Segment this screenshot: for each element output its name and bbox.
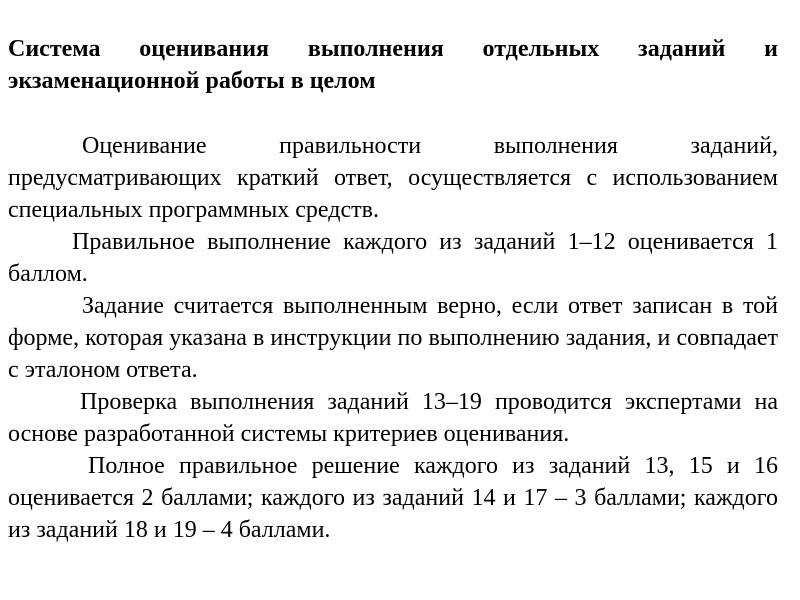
paragraph-short-answer-evaluation: Оценивание правильности выполнения заданий, предусматривающих краткий ответ, осуществляется с использованием специальных программных средств.	[8, 133, 778, 223]
paragraph-detailed-scores: Полное правильное решение каждого из заданий 13, 15 и 16 оценивается 2 баллами; каждого из заданий 14 и 17 – 3 баллами; каждого из заданий 18 и 19 – 4 баллами.	[8, 453, 778, 543]
document-page	[8, 33, 778, 546]
document-heading: Система оценивания выполнения отдельных заданий и экзаменационной работы в целом	[8, 36, 778, 94]
heading-spacer	[8, 97, 778, 130]
paragraph-tasks-1-12-score: Правильное выполнение каждого из заданий 1–12 оценивается 1 баллом.	[8, 229, 778, 287]
paragraph-expert-check: Проверка выполнения заданий 13–19 проводится экспертами на основе разработанной системы критериев оценивания.	[8, 389, 778, 447]
paragraph-correct-answer-criteria: Задание считается выполненным верно, если ответ записан в той форме, которая указана в инструкции по выполнению задания, и совпадает с эталоном ответа.	[8, 293, 778, 383]
